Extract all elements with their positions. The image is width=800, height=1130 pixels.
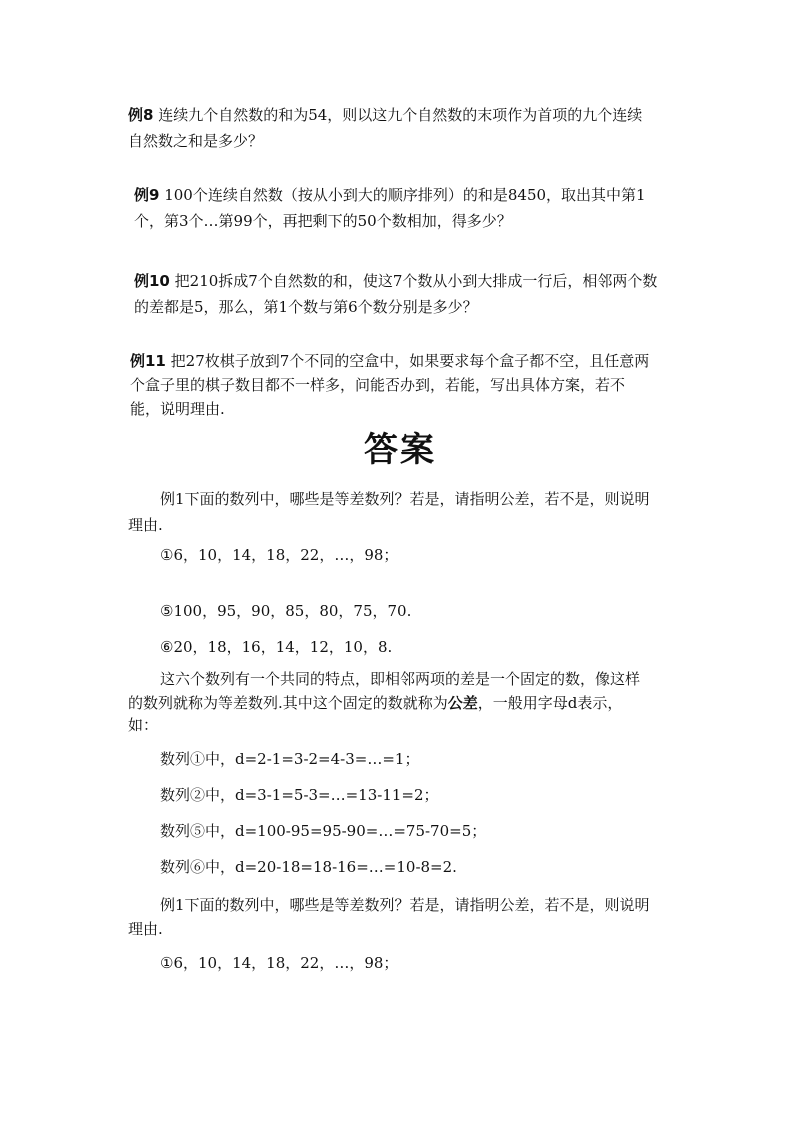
problem-11-number: 例11 — [130, 352, 166, 370]
explain-line2-end: ，一般用字母d表示， — [477, 694, 623, 712]
sequence-1: ①6，10，14，18，22，…，98； — [160, 546, 399, 564]
answer-q1-line1: 例1下面的数列中，哪些是等差数列？若是，请指明公差，若不是，则说明 — [160, 490, 650, 508]
sequence-1-repeat: ①6，10，14，18，22，…，98； — [160, 954, 399, 972]
answer-q1-repeat-line2: 理由. — [128, 920, 163, 938]
problem-8-line1 — [128, 102, 642, 128]
problem-8-number: 例8 — [128, 106, 154, 124]
problem-11-line2: 个盒子里的棋子数目都不一样多，问能否办到，若能，写出具体方案，若不 — [130, 376, 626, 394]
difference-seq-5: 数列⑤中，d=100-95=95-90=…=75-70=5； — [160, 822, 487, 840]
explain-line3: 如： — [128, 716, 159, 734]
explain-line2-start: 的数列就称为等差数列.其中这个固定的数就称为 — [128, 694, 448, 712]
problem-8-line2: 自然数之和是多少？ — [128, 132, 264, 150]
problem-11-line1 — [130, 348, 649, 374]
problem-9-number: 例9 — [134, 186, 160, 204]
problem-10-text: 把210拆成7个自然数的和，使这7个数从小到大排成一行后，相邻两个数 — [174, 272, 658, 290]
explain-line1: 这六个数列有一个共同的特点，即相邻两项的差是一个固定的数，像这样 — [160, 670, 641, 688]
sequence-6: ⑥20，18，16，14，12，10，8. — [160, 638, 393, 656]
problem-9-text: 100个连续自然数（按从小到大的顺序排列）的和是8450，取出其中第1 — [164, 186, 646, 204]
difference-seq-1: 数列①中，d=2-1=3-2=4-3=…=1； — [160, 750, 420, 768]
problem-9-line1 — [134, 182, 646, 208]
problem-8-text: 连续九个自然数的和为54，则以这九个自然数的末项作为首项的九个连续 — [158, 106, 643, 124]
explain-line2 — [128, 690, 622, 716]
problem-9-line2: 个，第3个…第99个，再把剩下的50个数相加，得多少？ — [134, 212, 512, 230]
problem-11-line3: 能，说明理由. — [130, 400, 225, 418]
problem-11-text: 把27枚棋子放到7个不同的空盒中，如果要求每个盒子都不空，且任意两 — [170, 352, 650, 370]
common-difference-term: 公差 — [447, 694, 478, 712]
answer-q1-line2: 理由. — [128, 516, 163, 534]
answer-title: 答案 — [364, 430, 436, 470]
problem-10-line1 — [134, 268, 657, 294]
difference-seq-2: 数列②中，d=3-1=5-3=…=13-11=2； — [160, 786, 439, 804]
difference-seq-6: 数列⑥中，d=20-18=18-16=…=10-8=2. — [160, 858, 457, 876]
problem-10-number: 例10 — [134, 272, 170, 290]
problem-10-line2: 的差都是5，那么，第1个数与第6个数分别是多少？ — [134, 298, 478, 316]
sequence-5: ⑤100，95，90，85，80，75，70. — [160, 602, 412, 620]
answer-q1-repeat-line1: 例1下面的数列中，哪些是等差数列？若是，请指明公差，若不是，则说明 — [160, 896, 650, 914]
